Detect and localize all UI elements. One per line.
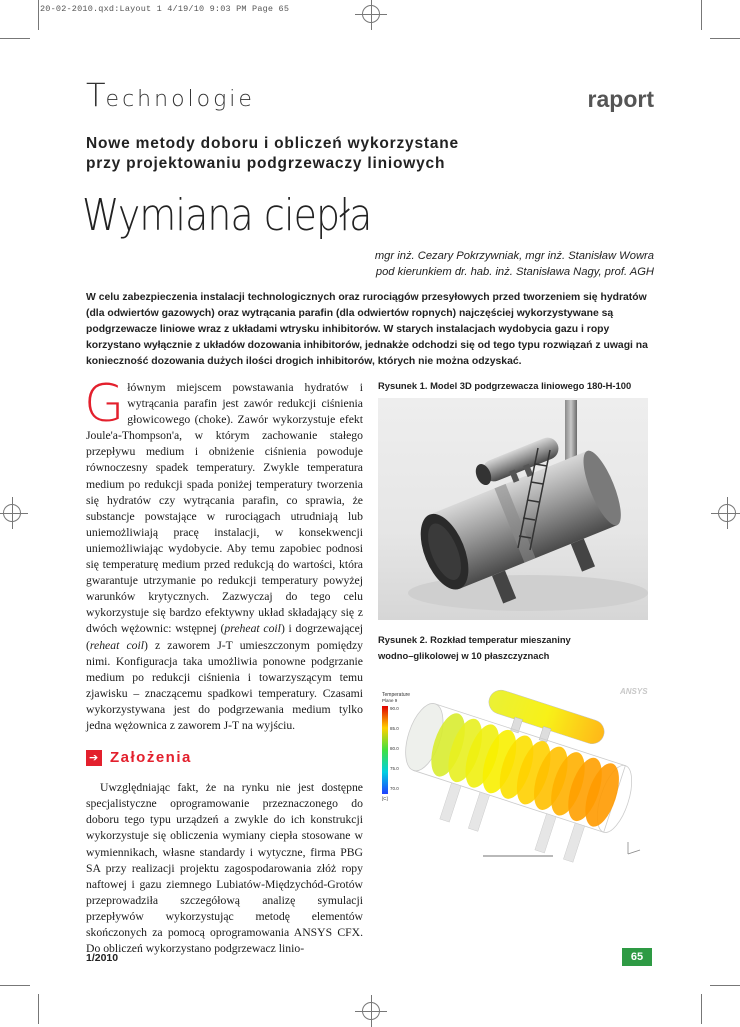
body-text: ) z zaworem J-T umieszczonym pomiędzy nimi. Konfiguracja taka umożliwia ponowne podgrzanie medium po redukcji ciśnienia i towarzyszącym temu zjawisku – znaczącemu spadkowi temperatury. Czasami wykorzystywana jest do podgrzewania medium tylko jedna wężownica z zaworem J-T na wyjściu. — [86, 638, 363, 732]
legend-value: 75.0 — [390, 766, 399, 771]
crop-mark — [710, 985, 740, 986]
page-number: 65 — [622, 948, 652, 966]
figure-2-temperature-distribution — [378, 684, 648, 864]
registration-mark — [362, 1002, 380, 1020]
legend-title: Temperature — [382, 692, 411, 698]
crop-mark — [0, 985, 30, 986]
body-emphasis: preheat coil — [224, 622, 281, 636]
legend-value: 70.0 — [390, 786, 399, 791]
legend-color-bar — [382, 706, 388, 794]
registration-mark — [718, 504, 736, 522]
body-emphasis: reheat coil — [89, 638, 144, 652]
section-initial: T — [86, 76, 106, 114]
registration-mark — [3, 504, 21, 522]
body-paragraph-1 — [84, 374, 364, 734]
figure-1-caption: Rysunek 1. Model 3D podgrzewacza liniowego 180-H-100 — [378, 380, 632, 391]
section-header — [86, 76, 255, 114]
axis-triad-icon — [628, 850, 640, 854]
ansys-logo: ANSYS — [620, 687, 648, 696]
crop-mark — [710, 38, 740, 39]
figure-2-caption-line-2: wodno–glikolowej w 10 płaszczyznach — [378, 650, 550, 661]
printer-slug: 20-02-2010.qxd:Layout 1 4/19/10 9:03 PM Page 65 — [40, 4, 290, 14]
authors-line-2: pod kierunkiem dr. hab. inż. Stanisława Nagy, prof. AGH — [375, 266, 654, 278]
figure-2-caption-line-1: Rysunek 2. Rozkład temperatur mieszaniny — [378, 634, 571, 645]
raport-label: raport — [587, 86, 654, 112]
figure-1-heater-3d-model — [378, 398, 648, 620]
legend-unit: [C] — [382, 796, 388, 801]
legend-value: 90.0 — [390, 706, 399, 711]
authors — [375, 248, 654, 280]
figure-2-caption — [378, 632, 648, 664]
crop-mark — [0, 38, 30, 39]
legend-value: 80.0 — [390, 746, 399, 751]
body-column — [84, 374, 364, 957]
subtitle-line-2: przy projektowaniu podgrzewaczy liniowych — [86, 155, 446, 172]
lead-paragraph: W celu zabezpieczenia instalacji technologicznych oraz rurociągów przesyłowych przed tworzeniem się hydratów (dla odwiertów gazowych) oraz wytrącania parafin (dla odwiertów ropnych) najczęściej wykorzystywane są podgrzewacze liniowe wraz z układami wtrysku inhibitorów. W starych instalacjach wydobycia gazu i ropy korzystano wyłącznie z układów dozowania inhibitorów, jednakże odchodzi się od tego typu rozwiązań z uwagi na konieczność dozowania dużych ilości drogich inhibitorów, których nie można odzyskać. — [86, 292, 648, 368]
registration-mark — [362, 5, 380, 23]
crop-mark — [701, 0, 702, 30]
authors-line-1: mgr inż. Cezary Pokrzywniak, mgr inż. Stanisław Wowra — [374, 250, 654, 262]
subtitle-line-1: Nowe metody doboru i obliczeń wykorzystane — [86, 135, 459, 152]
crop-mark — [38, 994, 39, 1024]
crop-mark — [38, 0, 39, 30]
arrow-right-icon: ➔ — [86, 750, 102, 766]
legend-value: 85.0 — [390, 726, 399, 731]
drop-cap: G — [84, 374, 125, 434]
legend-subtitle: Plane 9 — [382, 698, 398, 703]
issue-number: 1/2010 — [86, 952, 119, 964]
heater-3d-illustration — [378, 398, 648, 620]
section-rest: echnologie — [105, 87, 255, 112]
article-subtitle — [86, 134, 606, 174]
article-title: Wymiana ciepła — [82, 190, 372, 241]
body-text: łównym miejscem powstawania hydratów i wytrącania parafin jest zawór redukcji ciśnienia głowicowego (choke). Zawór wykorzystuje efekt Joule'a-Thompson'a, w którym zachowanie stałego przepływu medium i obniżenie ciśnienia powoduje równoczesny spadek temperatury. Zwykle temperatura medium po redukcji spada poniżej temperatury tworzenia się hydratów czy wytrącania parafin, co sprawia, że substancje powstające w rurociągach utrudniają lub uniemożliwiają pracę instalacji, w konsekwencji uniemożliwiając wydobycie. Aby temu zapobiec podnosi się temperaturę medium przed redukcją do wartości, która gwarantuje utrzymanie po redukcji temperatury powyżej warunków krytycznych. Zazwyczaj do tego celu wykorzystuje się bardzo efektywny układ składający się z dwóch wężownic: wstępnej ( — [86, 381, 363, 636]
section-heading — [86, 750, 363, 766]
body-paragraph-2: Uwzględniając fakt, że na rynku nie jest dostępne specjalistyczne oprogramowanie przeznaczonego do doboru tego typu urządzeń a zwykle do ich konstrukcji wykorzystuje się obliczenia wymiany ciepła stosowane w wymiennikach, własne standardy i wytyczne, firma PBG SA przy realizacji projektu zagospodarowania złóż ropy naftowej i gazu ziemnego Lubiatów-Międzychód-Grotów przeprowadziła szczegółową analizę symulacji przepływów wykorzystując metodę elementów skończonych za pomocą oprogramowania ANSYS CFX. Do obliczeń wykorzystano podgrzewacz linio- — [86, 781, 363, 956]
crop-mark — [701, 994, 702, 1024]
temperature-cfd-render — [378, 684, 648, 864]
body-text: ) i dogrzewającej ( — [86, 622, 364, 652]
section-heading-text: Założenia — [110, 749, 192, 767]
